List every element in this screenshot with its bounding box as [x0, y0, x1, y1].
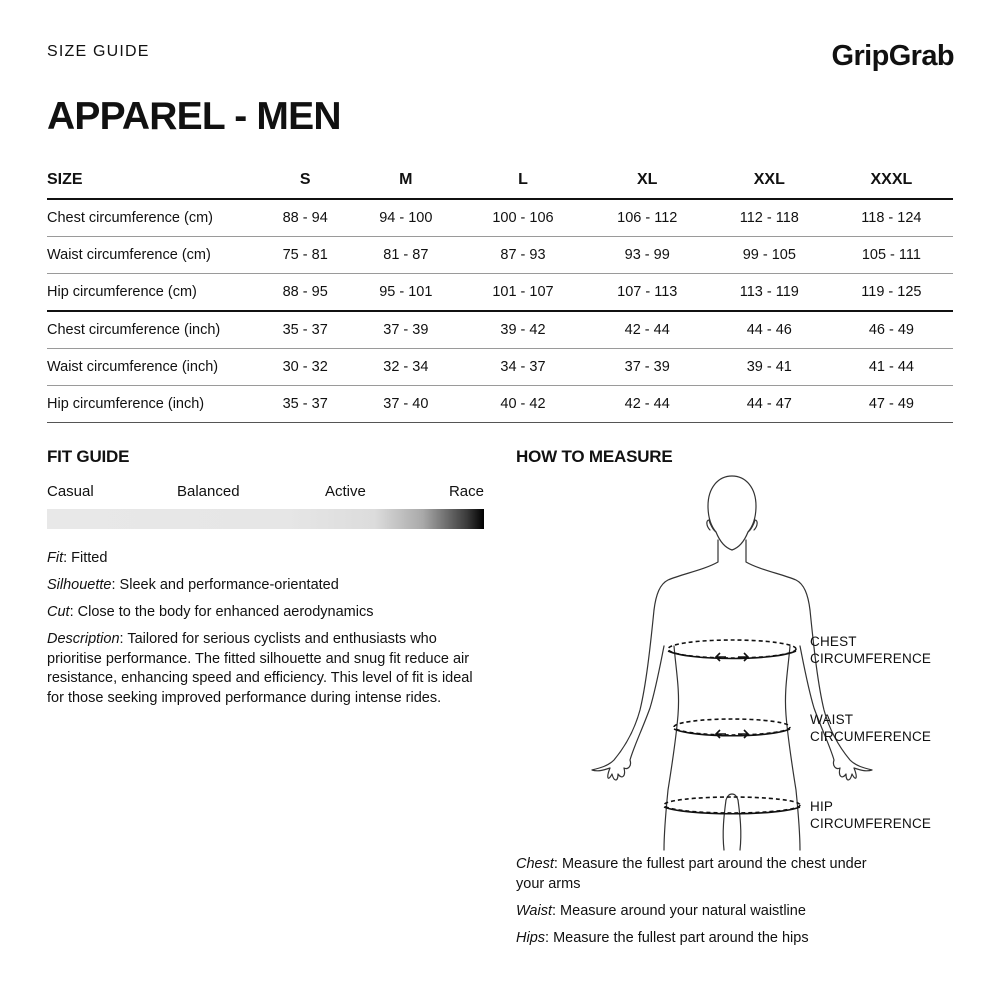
table-cell: 94 - 100 [351, 199, 460, 237]
waist-label [810, 711, 931, 745]
fit-detail [47, 549, 487, 569]
fit-scale-label: Casual [47, 483, 94, 500]
brand-logo: GripGrab [831, 40, 954, 72]
fit-detail [47, 576, 487, 596]
table-row [47, 311, 953, 349]
fit-detail [47, 630, 487, 708]
table-cell: 47 - 49 [830, 386, 953, 423]
table-cell: 106 - 112 [586, 199, 709, 237]
table-cell: 40 - 42 [460, 386, 585, 423]
column-header: S [259, 162, 351, 199]
fit-detail-text: : Tailored for serious cyclists and enthusiasts who prioritise performance. The fitted silhouette and snug fit reduce air resistance, enhancing speed and efficiency. This level of fit is ideal for those seeking improved performance during intense rides. [47, 631, 473, 706]
table-cell: 88 - 94 [259, 199, 351, 237]
waist-label-line: CIRCUMFERENCE [810, 729, 932, 744]
waist-label-line: WAIST [810, 712, 854, 727]
table-row [47, 199, 953, 237]
measure-instruction-text: : Measure the fullest part around the hips [545, 930, 809, 946]
table-cell: 44 - 46 [709, 311, 830, 349]
table-row [47, 386, 953, 423]
table-cell: 39 - 42 [460, 311, 585, 349]
measure-instruction-key: Hips [516, 930, 546, 946]
how-to-measure-heading: HOW TO MEASURE [516, 447, 673, 466]
table-cell: 35 - 37 [259, 386, 351, 423]
fit-detail-text: : Close to the body for enhanced aerodynamics [69, 604, 374, 620]
column-header: L [460, 162, 585, 199]
row-label: Chest circumference (cm) [47, 199, 259, 237]
table-cell: 95 - 101 [351, 274, 460, 312]
table-cell: 37 - 40 [351, 386, 460, 423]
measure-instruction [516, 902, 956, 922]
fit-detail-text: : Fitted [63, 550, 108, 566]
chest-label [810, 633, 931, 667]
hip-label [810, 798, 931, 832]
table-cell: 34 - 37 [460, 349, 585, 386]
waist-measure-tape [674, 719, 790, 738]
table-header-row [47, 162, 953, 199]
hip-label-line: CIRCUMFERENCE [810, 816, 932, 831]
column-header: XL [586, 162, 709, 199]
table-row [47, 274, 953, 312]
column-header: XXL [709, 162, 830, 199]
hip-measure-tape [664, 797, 800, 814]
table-cell: 119 - 125 [830, 274, 953, 312]
measure-instruction-text: : Measure around your natural waistline [552, 903, 806, 919]
table-cell: 35 - 37 [259, 311, 351, 349]
measure-instruction [516, 929, 956, 949]
row-label: Waist circumference (cm) [47, 237, 259, 274]
table-cell: 37 - 39 [586, 349, 709, 386]
table-cell: 88 - 95 [259, 274, 351, 312]
column-header: XXXL [830, 162, 953, 199]
table-cell: 118 - 124 [830, 199, 953, 237]
measure-instruction [516, 855, 876, 894]
table-cell: 113 - 119 [709, 274, 830, 312]
table-cell: 39 - 41 [709, 349, 830, 386]
table-row [47, 349, 953, 386]
fit-detail [47, 603, 487, 623]
fit-scale-label: Active [325, 483, 366, 500]
table-row [47, 237, 953, 274]
column-header: SIZE [47, 162, 259, 199]
measure-instruction-key: Chest [516, 856, 554, 872]
fit-scale-label: Balanced [177, 483, 240, 500]
row-label: Chest circumference (inch) [47, 311, 259, 349]
table-cell: 100 - 106 [460, 199, 585, 237]
row-label: Hip circumference (inch) [47, 386, 259, 423]
fit-detail-key: Description [47, 631, 120, 647]
fit-detail-text: : Sleek and performance-orientated [111, 577, 339, 593]
table-cell: 32 - 34 [351, 349, 460, 386]
fit-guide-heading: FIT GUIDE [47, 447, 130, 466]
table-cell: 112 - 118 [709, 199, 830, 237]
table-cell: 75 - 81 [259, 237, 351, 274]
table-cell: 42 - 44 [586, 386, 709, 423]
fit-gradient-bar [47, 509, 484, 529]
table-cell: 81 - 87 [351, 237, 460, 274]
table-cell: 37 - 39 [351, 311, 460, 349]
chest-measure-tape [668, 640, 796, 661]
page-title: APPAREL - MEN [47, 95, 341, 138]
table-cell: 46 - 49 [830, 311, 953, 349]
size-table [47, 162, 953, 423]
page-eyebrow: SIZE GUIDE [47, 43, 150, 60]
measure-instruction-text: : Measure the fullest part around the chest under your arms [516, 856, 867, 892]
table-cell: 44 - 47 [709, 386, 830, 423]
column-header: M [351, 162, 460, 199]
fit-detail-key: Cut [47, 604, 70, 620]
chest-label-line: CIRCUMFERENCE [810, 651, 932, 666]
table-cell: 30 - 32 [259, 349, 351, 386]
table-cell: 87 - 93 [460, 237, 585, 274]
measure-instruction-key: Waist [516, 903, 552, 919]
fit-scale-label: Race [448, 483, 484, 500]
table-cell: 101 - 107 [460, 274, 585, 312]
table-cell: 105 - 111 [830, 237, 953, 274]
table-cell: 41 - 44 [830, 349, 953, 386]
table-cell: 107 - 113 [586, 274, 709, 312]
fit-detail-key: Silhouette [47, 577, 112, 593]
chest-label-line: CHEST [810, 634, 857, 649]
table-cell: 99 - 105 [709, 237, 830, 274]
row-label: Hip circumference (cm) [47, 274, 259, 312]
fit-detail-key: Fit [47, 550, 64, 566]
hip-label-line: HIP [810, 799, 834, 814]
table-cell: 93 - 99 [586, 237, 709, 274]
table-cell: 42 - 44 [586, 311, 709, 349]
row-label: Waist circumference (inch) [47, 349, 259, 386]
